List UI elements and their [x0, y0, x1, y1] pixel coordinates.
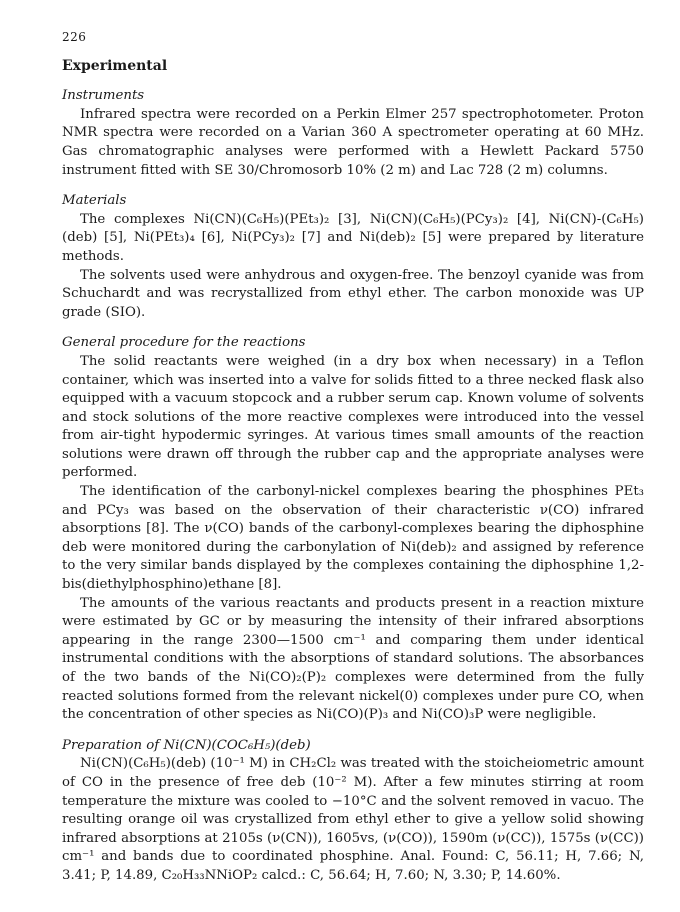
section-materials	[62, 192, 644, 322]
paragraph: The complexes Ni(CN)(C₆H₅)(PEt₃)₂ [3], Ni(CN)(C₆H₅)(PCy₃)₂ [4], Ni(CN)-(C₆H₅)(deb) [5], Ni(PEt₃)₄ [6], Ni(PCy₃)₂ [7] and Ni(deb)₂ [5] were prepared by literature methods.	[62, 211, 644, 264]
paragraph: Ni(CN)(C₆H₅)(deb) (10⁻¹ M) in CH₂Cl₂ was treated with the stoicheiometric amount of CO in the presence of free deb (10⁻² M). After a few minutes stirring at room temperature the mixture was cooled to −10°C and the solvent removed in vacuo. The resulting orange oil was crystallized from ethyl ether to give a yellow solid showing infrared absorptions at 2105s (ν(CN)), 1605vs, (ν(CO)), 1590m (ν(CC)), 1575s (ν(CC)) cm⁻¹ and bands due to coordinated phosphine. Anal. Found: C, 56.11; H, 7.66; N, 3.41; P, 14.89, C₂₀H₃₃NNiOP₂ calcd.: C, 56.64; H, 7.60; N, 3.30; P, 14.60%.	[62, 756, 644, 883]
paragraph: The solvents used were anhydrous and oxygen-free. The benzoyl cyanide was from Schuchardt and was recrystallized from ethyl ether. The carbon monoxide was UP grade (SIO).	[62, 267, 644, 320]
paragraph: The solid reactants were weighed (in a dry box when necessary) in a Teflon container, which was inserted into a valve for solids fitted to a three necked flask also equipped with a vacuum stopcock and a rubber serum cap. Known volume of solvents and stock solutions of the more reactive complexes were introduced into the vessel from air-tight hypodermic syringes. At various times small amounts of the reaction solutions were drawn off through the rubber cap and the appropriate analyses were performed.	[62, 353, 644, 481]
paragraph: The amounts of the various reactants and products present in a reaction mixture were estimated by GC or by measuring the intensity of their infrared absorptions appearing in the range 2300—1500 cm⁻¹ and comparing them under identical instrumental conditions with the absorptions of standard solutions. The absorbances of the two bands of the Ni(CO)₂(P)₂ complexes were determined from the fully reacted solutions formed from the relevant nickel(0) complexes under pure CO, when the concentration of other species as Ni(CO)(P)₃ and Ni(CO)₃P were negligible.	[62, 595, 644, 723]
paper-page	[62, 28, 644, 898]
subsection-heading: General procedure for the reactions	[62, 335, 306, 351]
subsection-heading: Instruments	[62, 88, 145, 104]
subsection-heading: Materials	[62, 193, 127, 209]
paragraph: Infrared spectra were recorded on a Perkin Elmer 257 spectrophotometer. Proton NMR spectra were recorded on a Varian 360 A spectrometer operating at 60 MHz. Gas chromatographic analyses were performed with a Hewlett Packard 5750 instrument fitted with SE 30/Chromosorb 10% (2 m) and Lac 728 (2 m) columns.	[62, 106, 644, 178]
section-instruments	[62, 87, 644, 180]
page-number: 226	[62, 30, 87, 44]
paragraph: The identification of the carbonyl-nickel complexes bearing the phosphines PEt₃ and PCy₃ was based on the observation of their characteristic ν(CO) infrared absorptions [8]. The ν(CO) bands of the carbonyl-complexes bearing the diphosphine deb were monitored during the carbonylation of Ni(deb)₂ and assigned by reference to the very similar bands displayed by the complexes containing the diphosphine 1,2-bis(diethylphosphino)ethane [8].	[62, 484, 644, 593]
section-general-procedure	[62, 334, 644, 724]
section-title: Experimental	[62, 57, 168, 74]
subsection-heading: Preparation of Ni(CN)(COC₆H₅)(deb)	[62, 737, 311, 753]
section-preparation	[62, 737, 644, 886]
